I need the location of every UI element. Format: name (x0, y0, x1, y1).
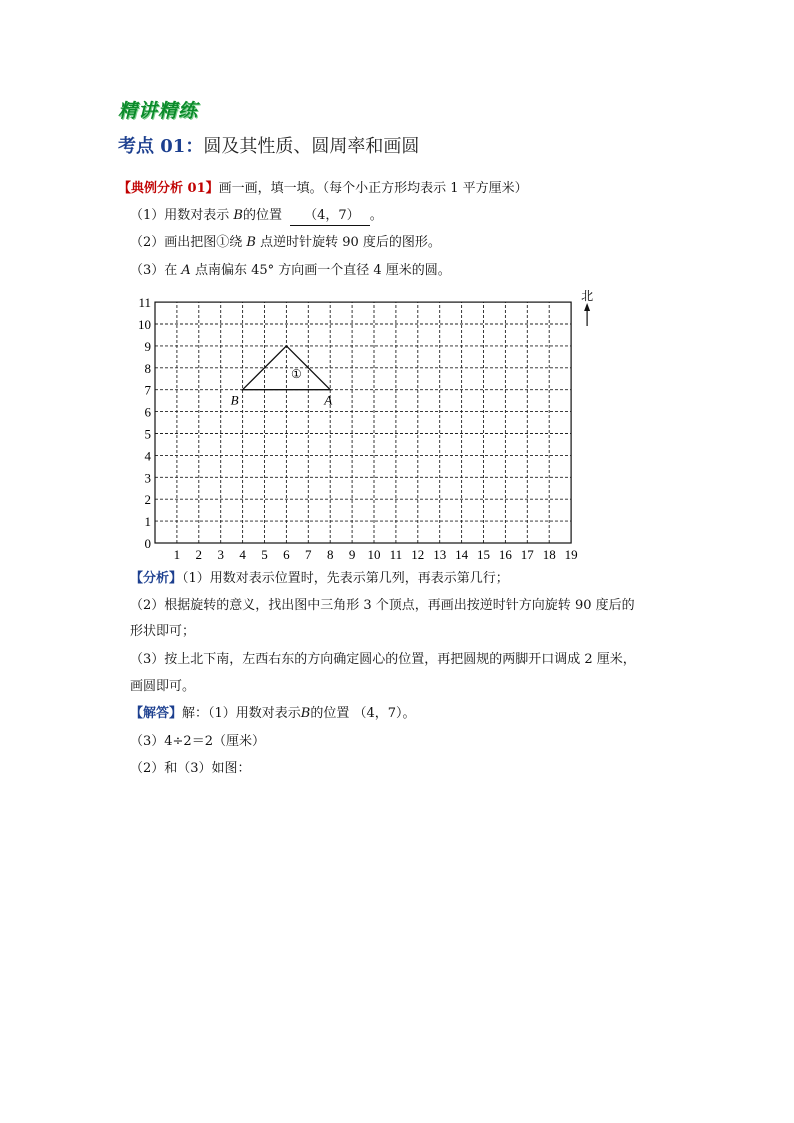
q2-prefix: （2）画出把图①绕 (130, 235, 243, 250)
x-tick-label: 7 (305, 547, 312, 562)
y-tick-label: 7 (144, 382, 151, 398)
y-tick-label: 1 (144, 514, 151, 530)
q3-var: A (181, 263, 191, 278)
q1-var: B (233, 208, 243, 223)
question-1 (130, 207, 383, 226)
example-intro (118, 180, 528, 198)
q1-answer-blank: （4，7） (290, 207, 370, 226)
solution-var: B (300, 706, 311, 721)
example-intro-text: 画一画，填一填。（每个小正方形均表示 1 平方厘米） (218, 181, 528, 196)
y-tick-label: 6 (144, 404, 151, 420)
q3-prefix: （3）在 (130, 263, 178, 278)
x-tick-label: 18 (542, 547, 556, 562)
y-tick-label: 11 (138, 295, 151, 311)
y-tick-label: 9 (144, 338, 151, 354)
x-tick-label: 1 (173, 547, 181, 562)
x-tick-label: 11 (389, 547, 403, 562)
topic-name: 圆及其性质、圆周率和画圆 (203, 136, 420, 157)
x-tick-label: 12 (411, 547, 425, 562)
question-2 (130, 234, 441, 252)
analysis-line-4: （3）按上北下南，左西右东的方向确定圆心的位置，再把圆规的两脚开口调成 2 厘米， (130, 652, 636, 667)
analysis-line-2: （2）根据旋转的意义，找出图中三角形 3 个顶点，再画出按逆时针方向旋转 90 度后的 (130, 598, 635, 613)
x-tick-label: 3 (217, 547, 224, 562)
q2-var: B (246, 235, 256, 250)
analysis-line-1 (130, 570, 509, 588)
y-tick-label: 4 (144, 448, 151, 464)
q1-mid: 的位置 (242, 208, 282, 223)
x-tick-label: 15 (477, 547, 490, 562)
solution-line-2: （3）4÷2＝2（厘米） (130, 734, 265, 749)
x-tick-label: 19 (564, 547, 578, 562)
q1-prefix: （1）用数对表示 (130, 208, 230, 223)
section-heading: 精讲精练 (118, 100, 199, 122)
analysis-line-5: 画圆即可。 (130, 679, 196, 694)
x-tick-label: 5 (261, 547, 268, 562)
example-tag: 【典例分析 01】 (118, 181, 219, 196)
x-tick-label: 14 (455, 547, 469, 562)
topic-label: 考点 01： (118, 136, 204, 157)
x-tick-label: 13 (433, 547, 447, 562)
solution-line-1 (130, 705, 416, 723)
y-tick-label: 0 (144, 536, 151, 551)
y-tick-label: 5 (144, 426, 151, 442)
x-tick-label: 8 (326, 547, 334, 562)
x-tick-label: 6 (283, 547, 290, 562)
solution-tag: 【解答】 (130, 706, 183, 721)
x-tick-label: 17 (520, 547, 534, 562)
analysis-line-3: 形状即可； (130, 624, 196, 639)
analysis-tag: 【分析】 (130, 571, 183, 586)
triangle-label: ① (291, 367, 302, 382)
q2-end: 点逆时针旋转 90 度后的图形。 (260, 235, 441, 250)
solution-text-1b: 的位置 （4，7）。 (310, 706, 416, 721)
point-label-b: B (230, 392, 239, 408)
question-3 (130, 262, 451, 280)
analysis-text-1: （1）用数对表示位置时，先表示第几列，再表示第几行； (182, 571, 509, 586)
north-arrow-head (584, 303, 590, 311)
y-tick-label: 3 (144, 470, 151, 486)
x-tick-label: 2 (195, 547, 203, 562)
solution-line-3: （2）和（3）如图： (130, 761, 251, 776)
x-tick-label: 10 (367, 547, 381, 562)
coordinate-grid (130, 290, 610, 565)
x-tick-label: 9 (348, 547, 356, 562)
y-tick-label: 10 (138, 317, 151, 332)
q1-end: 。 (369, 208, 383, 223)
north-label: 北 (581, 290, 594, 303)
y-tick-label: 8 (144, 360, 151, 376)
q3-end: 点南偏东 45° 方向画一个直径 4 厘米的圆。 (194, 263, 451, 278)
grid-border (155, 302, 571, 543)
solution-text-1a: 解：（1）用数对表示 (182, 706, 301, 721)
y-tick-label: 2 (144, 492, 151, 508)
topic-title (118, 132, 419, 158)
x-tick-label: 16 (498, 547, 512, 562)
x-tick-label: 4 (239, 547, 246, 562)
point-label-a: A (324, 392, 333, 408)
